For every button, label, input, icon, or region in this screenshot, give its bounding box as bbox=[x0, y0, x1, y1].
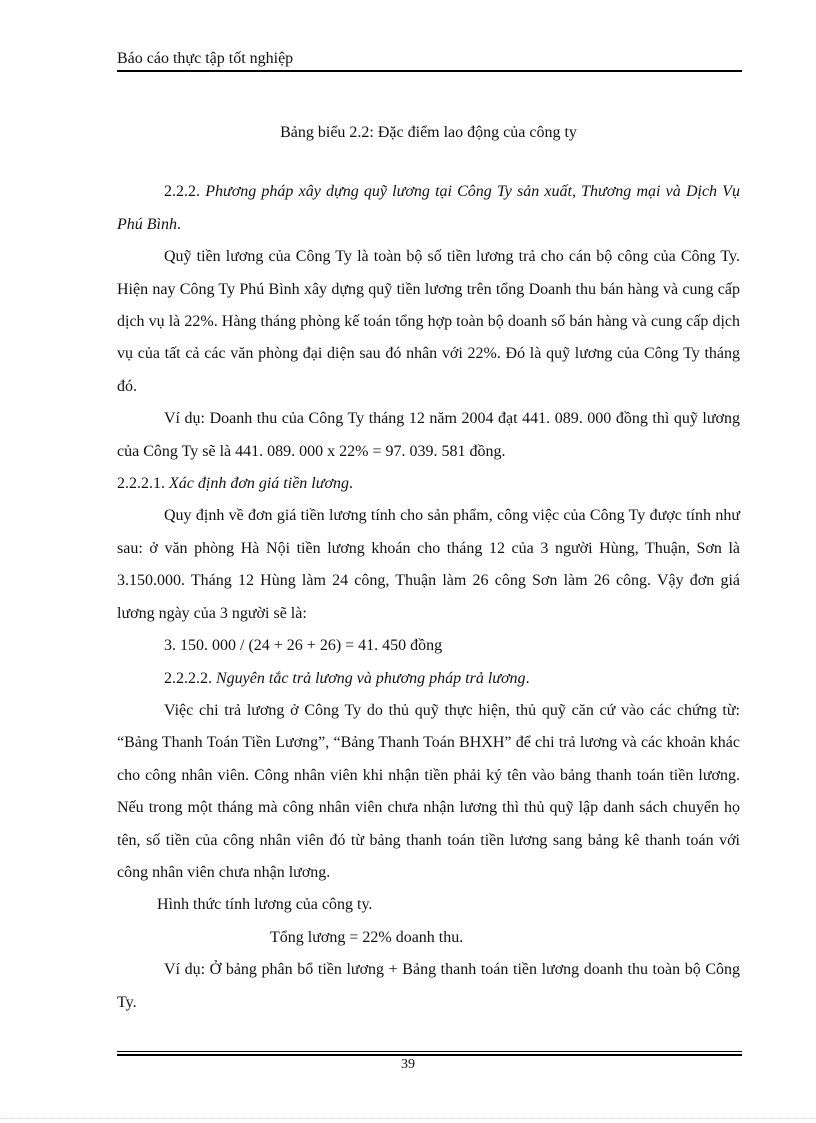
paragraph-payment: Việc chi trả lương ở Công Ty do thủ quỹ thực hiện, thủ quỹ căn cứ vào các chứng từ: “Bảng Thanh Toán Tiền Lương”, “Bảng Thanh Toán BHXH” để chi trả lương và các khoản khác cho công nhân viên. Công nhân viên khi nhận tiền phải ký tên vào bảng thanh toán tiền lương. Nếu trong một tháng mà công nhân viên chưa nhận lương thì thủ quỹ lập danh sách chuyển họ tên, số tiền của công nhân viên đó từ bảng thanh toán tiền lương sang bảng kê thanh toán với công nhân viên chưa nhận lương. bbox=[117, 701, 740, 881]
section-heading-2-2-2-1 bbox=[117, 468, 740, 500]
page-number: 39 bbox=[401, 1057, 415, 1072]
section-title: Phương pháp xây dựng quỹ lương tại Công Ty sản xuất, Thương mại và Dịch Vụ Phú Bình bbox=[117, 183, 740, 233]
section-end: . bbox=[177, 215, 181, 233]
table-caption: Bảng biểu 2.2: Đặc điểm lao động của công ty bbox=[280, 124, 577, 141]
section-heading-2-2-2-2 bbox=[117, 663, 740, 695]
running-header-title: Báo cáo thực tập tốt nghiệp bbox=[117, 50, 294, 67]
header-rule bbox=[117, 70, 742, 72]
formula-unit-price: 3. 150. 000 / (24 + 26 + 26) = 41. 450 đồng bbox=[164, 637, 443, 655]
paragraph-unit-price: Quy định về đơn giá tiền lương tính cho sản phẩm, công việc của Công Ty được tính như sau: ở văn phòng Hà Nội tiền lương khoán cho tháng 12 của 3 người Hùng, Thuận, Sơn là 3.150.000. Tháng 12 Hùng làm 24 công, Thuận làm 26 công Sơn làm 26 công. Vậy đơn giá lương ngày của 3 người sẽ là: bbox=[117, 507, 740, 622]
section-end: . bbox=[349, 475, 354, 493]
section-end: . bbox=[525, 669, 530, 687]
section-number: 2.2.2.1. bbox=[117, 475, 165, 493]
paragraph-example-revenue: Ví dụ: Doanh thu của Công Ty tháng 12 năm 2004 đạt 441. 089. 000 đồng thì quỹ lương của Công Ty sẽ là 441. 089. 000 x 22% = 97. 039. 581 đồng. bbox=[117, 410, 740, 460]
section-heading-2-2-2 bbox=[117, 176, 740, 241]
footer-rule-thick bbox=[117, 1054, 742, 1056]
section-number: 2.2.2. bbox=[164, 183, 200, 201]
document-body bbox=[117, 117, 740, 1019]
page-edge-divider bbox=[0, 1118, 816, 1119]
section-title: Nguyên tắc trả lương và phương pháp trả lương bbox=[216, 669, 526, 687]
formula-total-salary: Tổng lương = 22% doanh thu. bbox=[270, 928, 464, 946]
section-number: 2.2.2.2. bbox=[164, 669, 212, 687]
paragraph-example-allocation: Ví dụ: Ở bảng phân bổ tiền lương + Bảng thanh toán tiền lương doanh thu toàn bộ Công Ty. bbox=[117, 961, 740, 1011]
paragraph-salary-fund: Quỹ tiền lương của Công Ty là toàn bộ số tiền lương trả cho cán bộ công của Công Ty. Hiện nay Công Ty Phú Bình xây dựng quỹ tiền lương trên tổng Doanh thu bán hàng và cung cấp dịch vụ là 22%. Hàng tháng phòng kế toán tổng hợp toàn bộ doanh số bán hàng và cung cấp dịch vụ của tất cả các văn phòng đại diện sau đó nhân với 22%. Đó là quỹ lương của Công Ty tháng đó. bbox=[117, 248, 740, 395]
footer-rule-thin bbox=[117, 1051, 742, 1052]
paragraph-salary-form: Hình thức tính lương của công ty. bbox=[157, 896, 373, 914]
section-title: Xác định đơn giá tiền lương bbox=[169, 475, 350, 493]
